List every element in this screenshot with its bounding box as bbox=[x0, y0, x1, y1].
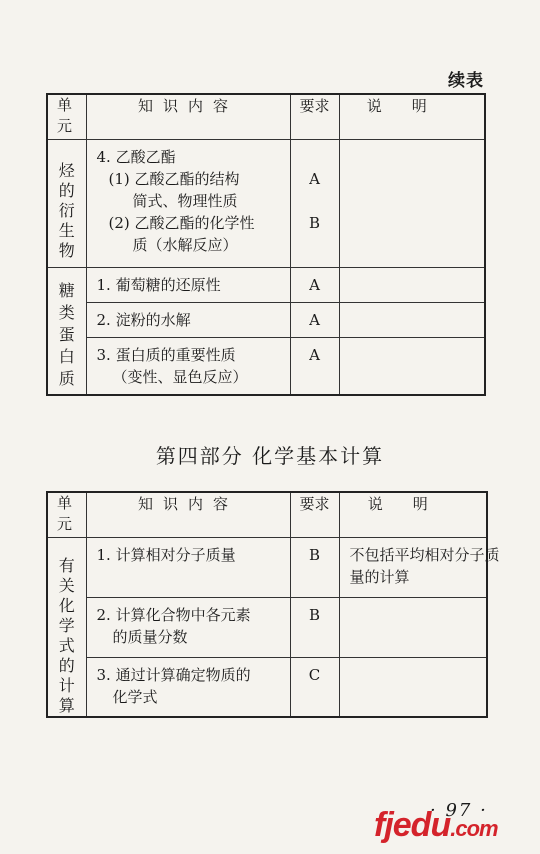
table-row bbox=[47, 303, 485, 338]
requirement-cell: C bbox=[290, 657, 339, 717]
header-note: 说明 bbox=[339, 492, 487, 538]
note-cell bbox=[339, 338, 485, 396]
header-unit: 单元 bbox=[47, 492, 86, 538]
content-cell: 2. 淀粉的水解 bbox=[86, 303, 290, 338]
continued-table-label: 续表 bbox=[448, 71, 484, 91]
content-cell: 3. 通过计算确定物质的 化学式 bbox=[86, 657, 290, 717]
header-note: 说明 bbox=[339, 94, 485, 140]
table-row bbox=[47, 657, 487, 717]
section-title: 第四部分 化学基本计算 bbox=[155, 444, 385, 468]
unit-cell: 糖类 蛋白质 bbox=[47, 268, 86, 396]
page-number: · 97 · bbox=[430, 800, 488, 821]
note-cell bbox=[339, 268, 485, 303]
table-header-row bbox=[47, 492, 487, 538]
unit-cell: 有关化学式的计算 bbox=[47, 538, 86, 718]
header-requirement: 要求 bbox=[290, 94, 339, 140]
requirement-cell: A bbox=[290, 338, 339, 396]
knowledge-table-calculation bbox=[46, 491, 500, 718]
note-cell: 不包括平均相对分子质 量的计算 bbox=[339, 538, 487, 598]
content-cell: 4. 乙酸乙酯 (1) 乙酸乙酯的结构 简式、物理性质 (2) 乙酸乙酯的化学性 质（水解反应） bbox=[86, 140, 290, 268]
table-row bbox=[47, 597, 487, 657]
requirement-cell: A bbox=[290, 303, 339, 338]
table-row bbox=[47, 268, 485, 303]
header-unit: 单元 bbox=[47, 94, 86, 140]
unit-cell: 烃的衍生物 bbox=[47, 140, 86, 268]
note-cell bbox=[339, 597, 487, 657]
header-requirement: 要求 bbox=[290, 492, 339, 538]
table-header-row bbox=[47, 94, 485, 140]
content-cell: 1. 计算相对分子质量 bbox=[86, 538, 290, 598]
note-cell bbox=[339, 140, 485, 268]
header-content: 知识内容 bbox=[86, 94, 290, 140]
knowledge-table-continued bbox=[46, 93, 486, 396]
requirement-cell: B bbox=[290, 538, 339, 598]
table-row bbox=[47, 338, 485, 396]
note-cell bbox=[339, 657, 487, 717]
content-cell: 1. 葡萄糖的还原性 bbox=[86, 268, 290, 303]
content-cell: 3. 蛋白质的重要性质 （变性、显色反应） bbox=[86, 338, 290, 396]
note-cell bbox=[339, 303, 485, 338]
requirement-cell: B bbox=[290, 597, 339, 657]
table-row bbox=[47, 538, 487, 598]
site-watermark-logo: fjedu.com bbox=[374, 806, 498, 844]
header-content: 知识内容 bbox=[86, 492, 290, 538]
requirement-cell: A B bbox=[290, 140, 339, 268]
content-cell: 2. 计算化合物中各元素 的质量分数 bbox=[86, 597, 290, 657]
table-row bbox=[47, 140, 485, 268]
requirement-cell: A bbox=[290, 268, 339, 303]
